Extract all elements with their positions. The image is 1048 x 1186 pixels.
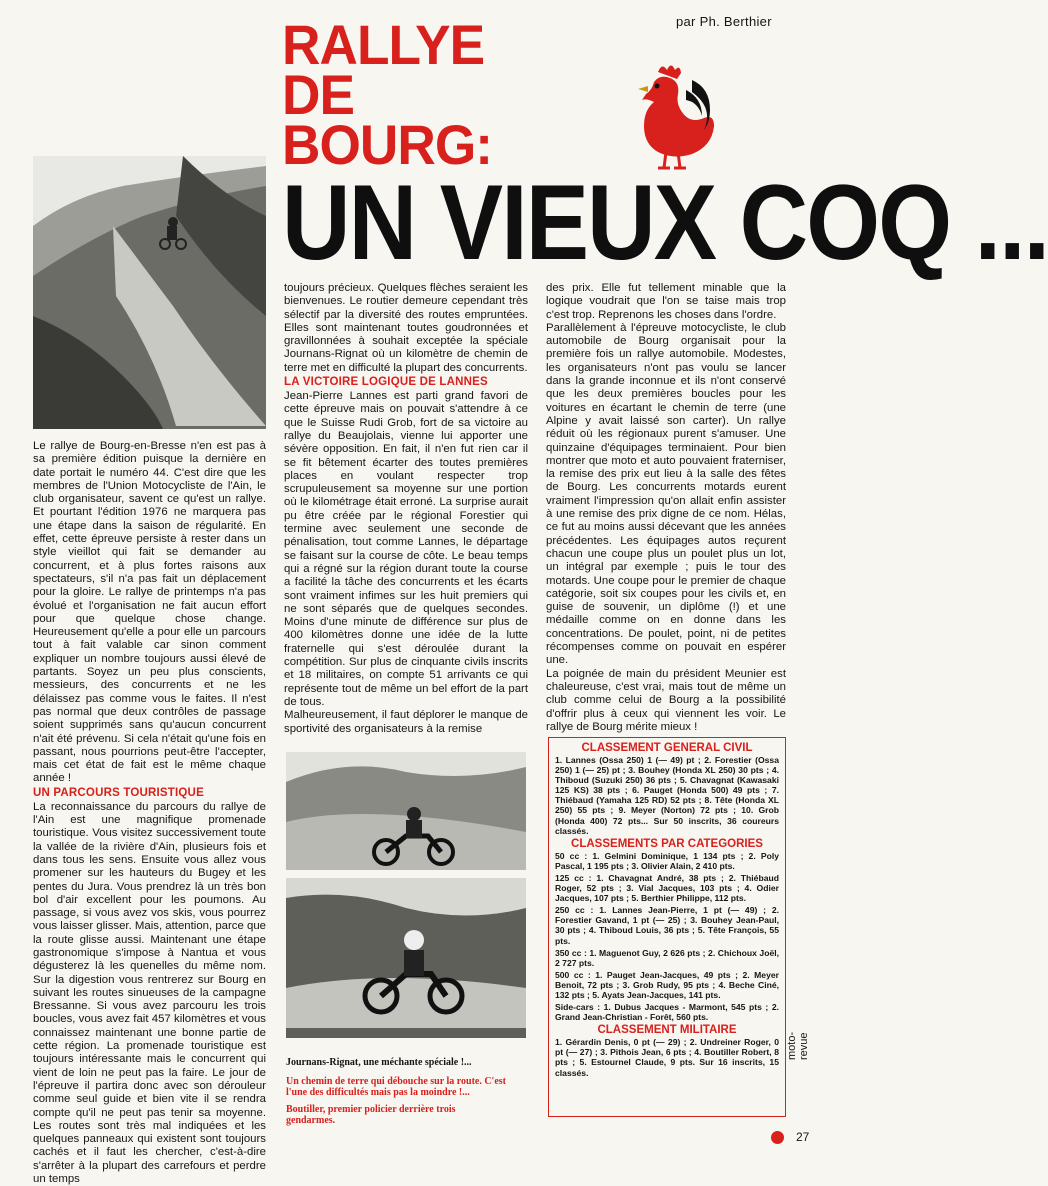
results-350cc: 350 cc : 1. Maguenot Guy, 2 626 pts ; 2. Chichoux Joël, 2 727 pts. bbox=[555, 947, 779, 968]
col2-paragraph-2: Jean-Pierre Lannes est parti grand favori de cette épreuve mais on pouvait s'attendre à ce que le Suisse Rudi Grob, fort de sa victoire au rallye du Beaujolais, vienne lui apporter une sévère opposition. En fait, il n'en fut rien car il se fit bêtement écarter des toutes premières places en voulant respecter trop scrupuleusement sa moyenne sur une portion où le kilométrage était erroné. La surprise aurait pu être créée par le régional Forestier qui termine avec seulement une seconde de pénalisation, tout comme Lannes, le départage se faisant sur la course de côte. Le beau temps qui a régné sur la région durant toute la course a facilité la tâche des concurrents et les écarts sont vraiment infimes sur les huit premiers qui ne sont séparés que de quelques secondes. Moins d'une minute de différence sur plus de 400 kilomètres donne une idée de la lutte fraternelle qui s'est déroulée durant la compétition. Sur plus de cinquante civils inscrits et 18 militaires, on compte 51 arrivants ce qui représente tout de même un bel effort de la part de tous. bbox=[284, 390, 528, 708]
title-big: UN VIEUX COQ ... bbox=[282, 162, 1048, 283]
col1-paragraph-2: La reconnaissance du parcours du rallye de l'Ain est une magnifique promenade touristique. Vous visitez successivement toute la vallée de la rivière d'Ain, plusieurs fois et dans tous les sens. Ensuite vous allez vous promener sur les hauteurs du Bugey et les pentes du Jura. Vous prendrez là un très bon bol d'air excellent pour les poumons. Au passage, si vous avez vos skis, vous pourrez vous laisser glisser. Mais, attention, parce que la route glisse aussi. Maintenant une étape gastronomique s'impose à Nantua et vous dégusterez là les quenelles du même nom. Sur la digestion vous rentrerez sur Bourg en suivant les routes sinueuses de la campagne Bressanne. Si vous avez parcouru les trois boucles, vous avez fait 457 kilomètres et vous connaissez maintenant une bonne partie de cette région. La promenade touristique est toujours intéressante mais le concurrent qui vient de loin ne peut pas la faire. Le jour de l'épreuve il partira donc avec son dérouleur comme seul guide et bien vite il se rendra compte qu'il ne peut pas tenir sa moyenne. Les routes sont très mal indiquées et les quelques panneaux qui existent sont toujours cachés et il faut les chercher, c'est-à-dire s'arrêter à la plupart des carrefours et perdre un temps bbox=[33, 800, 266, 1186]
photo-rally-trail bbox=[33, 156, 266, 429]
col1-paragraph-1: Le rallye de Bourg-en-Bresse n'en est pas à sa première édition puisque la dernière en date portait le numéro 44. C'est dire que les membres de l'Union Motocycliste de l'Ain, le club organisateur, savent ce qu'est un rallye. Et pourtant l'édition 1976 ne marquera pas une étape dans la saison de régularité. En effet, cette épreuve persiste à rester dans un style vieillot qui fait se demander au concurrent, et à plus fortes raisons aux spectateurs, s'il n'a pas fait un déplacement pour la gloire. Le rallye de printemps n'a pas évolué et l'organisation ne fait aucun effort pour que quelque chose change. Heureusement qu'elle a pour elle un parcours tout à fait valable car sinon comment expliquer un nombre toujours aussi élevé de partants. Soyez un peu plus conscients, messieurs, des concurrents et ne les délaissez pas comme vous le faites. Il n'est pas normal que deux contrôles de passage soient supprimés sans qu'aucun concurrent n'ait été prévenu. Si cela n'était qu'une fois en passant, nous pourrions peut-être l'accepter, mais cet état de fait est le même chaque année ! bbox=[33, 440, 266, 785]
caption-boutiller: Boutiller, premier policier derrière trois gendarmes. bbox=[286, 1104, 456, 1126]
caption-chemin: Un chemin de terre qui débouche sur la route. C'est l'une des difficultés mais pas la moindre !... bbox=[286, 1076, 506, 1098]
results-500cc: 500 cc : 1. Pauget Jean-Jacques, 49 pts ; 2. Meyer Benoit, 72 pts ; 3. Grob Rudy, 95 pts ; 4. Beche Ciné, 132 pts ; 5. Ayats Jean-Jacques, 141 pts. bbox=[555, 969, 779, 1000]
column-3 bbox=[546, 282, 786, 734]
col3-paragraph-3: La poignée de main du président Meunier est chaleureuse, c'est vrai, mais tout de même un club comme celui de Bourg a la possibilité d'offrir plus à ceux qui viennent les voir. Le rallye de Bourg mérite mieux ! bbox=[546, 667, 786, 733]
photo-rider-road bbox=[286, 752, 526, 870]
caption-journans: Journans-Rignat, une méchante spéciale !... bbox=[286, 1057, 472, 1068]
photo-rider-dirt bbox=[286, 878, 526, 1028]
results-heading-categories: CLASSEMENTS PAR CATEGORIES bbox=[571, 837, 763, 850]
byline: par Ph. Berthier bbox=[676, 14, 772, 29]
results-box bbox=[548, 737, 786, 1117]
title-line-1: RALLYE DE bbox=[282, 13, 485, 126]
results-general: 1. Lannes (Ossa 250) 1 (— 49) pt ; 2. Forestier (Ossa 250) 1 (— 25) pt ; 3. Bouhey (Honda XL 250) 30 pts ; 4. Thiboud (Suzuki 250) 36 pts ; 5. Chavagnat (Kawasaki 125 KS) 38 pts ; 6. Pauget (Honda 500) 49 pts ; 7. Thiébaud (Yamaha 125 RD) 52 pts ; 8. Tête (Honda XL 250) 55 pts ; 9. Meyer (Norton) 72 pts ; 10. Grob (Honda 400) 72 pts... Sur 50 inscrits, 36 coureurs classés. bbox=[555, 755, 779, 836]
results-50cc: 50 cc : 1. Gelmini Dominique, 1 134 pts ; 2. Poly Pascal, 1 195 pts ; 3. Olivier Alain, 2 410 pts. bbox=[555, 850, 779, 871]
col3-paragraph-2: Parallèlement à l'épreuve motocycliste, le club automobile de Bourg organisait pour la première fois un rallye automobile. Modestes, les organisateurs n'ont pas voulu se lancer dans la grande inconnue et ils n'ont conservé que les deux premières boucles pour les voitures en écartant le chemin de terre (une Alpine y avait laissé son carter). Un rallye réduit où les régionaux purent s'amuser. Une quinzaine d'équipages terminaient. Pour bien montrer que moto et auto pouvaient fraterniser, la remise des prix eut lieu à la salle des fêtes de Bourg. Les concurrents motards eurent vraiment l'impression qu'on allait enfin assister à une remise des prix digne de ce nom. Hélas, ce fut au moins aussi décevant que les années précédentes. Les équipages autos reçurent chacun une coupe plus un poulet plus un lot, un intégral par exemple ; puis le tour des motards. Une coupe pour le premier de chaque catégorie, soit six coupes pour les civils et, en guise de souvenir, un diplôme (!) et une médaille comme on en donne dans les concentrations. De poulet, point, ni de petites récompenses comme on pouvait en espérer une. bbox=[546, 321, 786, 667]
page-number: 27 bbox=[796, 1130, 810, 1144]
results-militaire: 1. Gérardin Denis, 0 pt (— 29) ; 2. Undreiner Roger, 0 pt (— 27) ; 3. Pithois Jean, 6 pts ; 4. Boutiller Robert, 8 pts ; 5. Estournel Claude, 9 pts. Sur 16 inscrits, 15 classés. bbox=[555, 1037, 779, 1078]
results-125cc: 125 cc : 1. Chavagnat André, 38 pts ; 2. Thiébaud Roger, 52 pts ; 3. Vial Jacques, 103 pts ; 4. Odier Jacques, 107 pts ; 5. Berthier Philippe, 112 pts. bbox=[555, 872, 779, 904]
subheading-victoire: LA VICTOIRE LOGIQUE DE LANNES bbox=[284, 376, 488, 389]
title-line-2: BOURG: bbox=[282, 113, 493, 176]
col2-paragraph-3: Malheureusement, il faut déplorer le manque de sportivité des organisateurs à la remise bbox=[284, 709, 528, 735]
column-1 bbox=[33, 440, 266, 1186]
results-sidecars: Side-cars : 1. Dubus Jacques - Marmont, 545 pts ; 2. Grand Jean-Christian - Forêt, 560 pts. bbox=[555, 1002, 779, 1023]
results-250cc: 250 cc : 1. Lannes Jean-Pierre, 1 pt (— 49) ; 2. Forestier Gavand, 1 pt (— 25) ; 3. Bouhey Jean-Paul, 30 pts ; 4. Thiboud Louis, 36 pts ; 5. Tête François, 55 pts. bbox=[555, 905, 779, 946]
col3-paragraph-1: des prix. Elle fut tellement minable que la logique voudrait que l'on se taise mais trop c'est trop. Reprenons les choses dans l'ordre. bbox=[546, 282, 786, 321]
title-red bbox=[282, 13, 540, 176]
rooster-icon bbox=[628, 60, 718, 170]
results-heading-general: CLASSEMENT GENERAL CIVIL bbox=[581, 742, 753, 754]
col2-paragraph-1: toujours précieux. Quelques flèches seraient les bienvenues. Le routier demeure cependant très sélectif par la diversité des routes empruntées. Elles sont maintenant toutes goudronnées et gravillonnées à souhait exceptée la spéciale Journans-Rignat où un kilomètre de chemin de terre met en difficulté la plupart des concurrents. bbox=[284, 282, 528, 374]
results-heading-militaire: CLASSEMENT MILITAIRE bbox=[597, 1024, 737, 1037]
magazine-name: moto-revue bbox=[786, 1031, 810, 1060]
moto-revue-logo-icon bbox=[771, 1131, 784, 1144]
column-2 bbox=[284, 282, 528, 736]
subheading-parcours: UN PARCOURS TOURISTIQUE bbox=[33, 786, 204, 799]
